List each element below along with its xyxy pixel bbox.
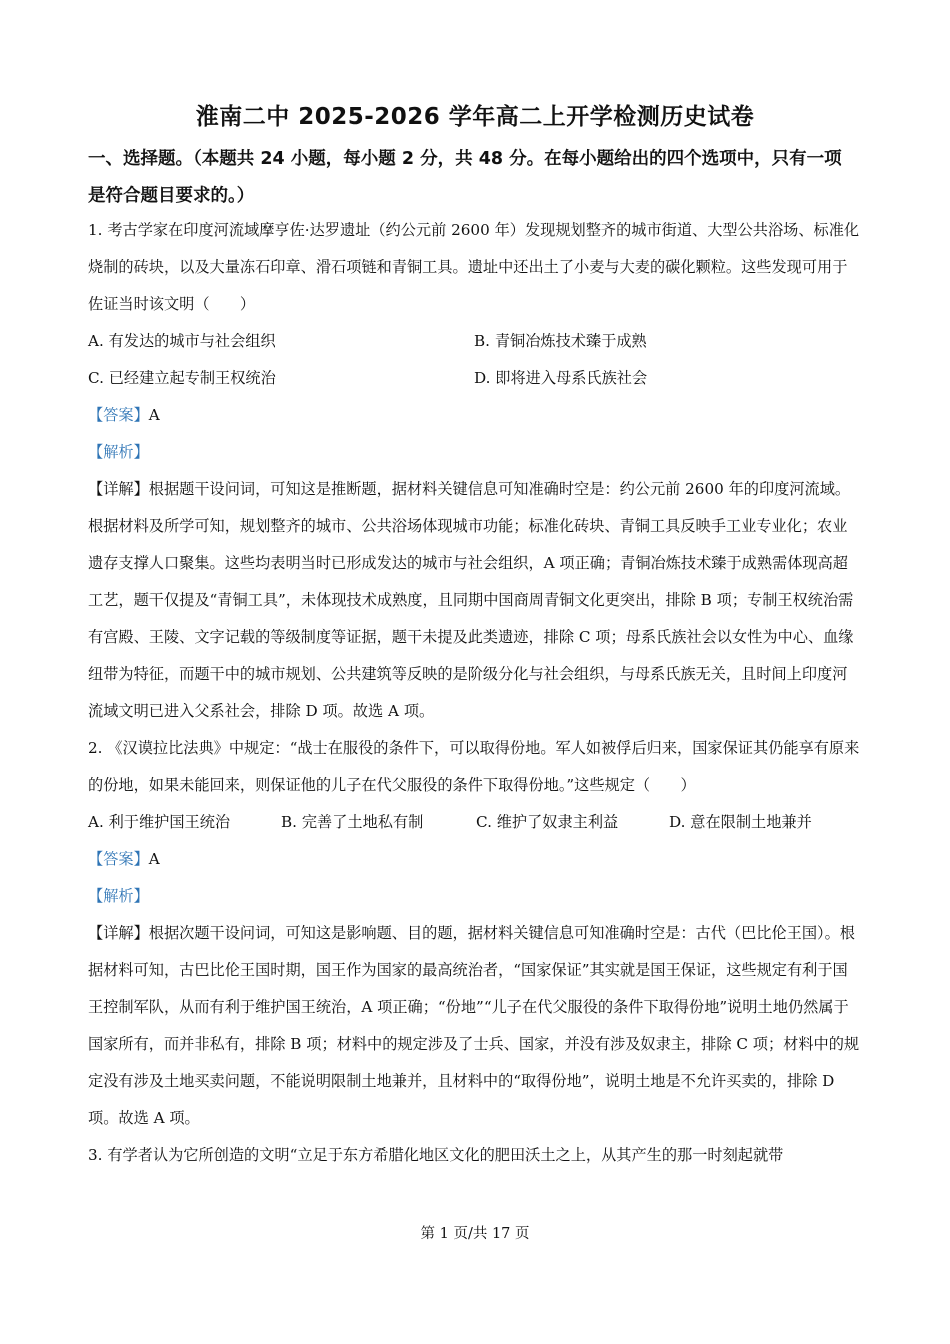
detail-text: 根据题干设问词，可知这是推断题，据材料关键信息可知准确时空是：约公元前 2600 年的印度河流域。根据材料及所学可知，规划整齐的城市、公共浴场体现城市功能；标准化砖块、青铜工具反映手工业专业化；农业遗存支撑人口聚集。这些均表明当时已形成发达的城市与社会组织，A 项正确；青铜冶炼技术臻于成熟需体现高超工艺，题干仅提及“青铜工具”，未体现技术成熟度，且同期中国商周青铜文化更突出，排除 B 项；专制王权统治需有宫殿、王陵、文字记载的等级制度等证据，题干未提及此类遗迹，排除 C 项；母系氏族社会以女性为中心、血缘纽带为特征，而题干中的城市规划、公共建筑等反映的是阶级分化与社会组织，与母系氏族无关，且时间上印度河流域文明已进入父系社会，排除 D 项。故选 A 项。	[88, 480, 854, 720]
question-1-answer	[88, 397, 860, 434]
question-2-option-b: B. 完善了土地私有制	[281, 813, 424, 831]
question-1-analysis	[88, 434, 860, 471]
detail-label: 【详解】	[88, 924, 149, 942]
analysis-label: 【解析】	[88, 443, 149, 461]
detail-label: 【详解】	[88, 480, 149, 498]
answer-label: 【答案】	[88, 850, 149, 868]
question-1-detail	[88, 471, 860, 730]
answer-value: A	[148, 406, 160, 424]
question-2-option-d: D. 意在限制土地兼并	[669, 813, 812, 831]
exam-title: 淮南二中 2025-2026 学年高二上开学检测历史试卷	[195, 104, 755, 130]
question-2-option-a: A. 利于维护国王统治	[88, 813, 231, 831]
question-1-option-a: A. 有发达的城市与社会组织	[88, 332, 276, 350]
question-1-options-row2	[88, 360, 860, 397]
detail-text: 根据次题干设问词，可知这是影响题、目的题，据材料关键信息可知准确时空是：古代（巴比伦王国）。根据材料可知，古巴比伦王国时期，国王作为国家的最高统治者，“国家保证”其实就是国王保证，这些规定有利于国王控制军队，从而有利于维护国王统治，A 项正确；“份地”“儿子在代父服役的条件下取得份地”说明土地仍然属于国家所有，而并非私有，排除 B 项；材料中的规定涉及了士兵、国家，并没有涉及奴隶主，排除 C 项；材料中的规定没有涉及土地买卖问题，不能说明限制土地兼并，且材料中的“取得份地”，说明土地是不允许买卖的，排除 D 项。故选 A 项。	[88, 924, 860, 1127]
question-2-options	[88, 804, 860, 841]
question-1-stem: 1. 考古学家在印度河流域摩亨佐·达罗遗址（约公元前 2600 年）发现规划整齐的城市街道、大型公共浴场、标准化烧制的砖块，以及大量冻石印章、滑石项链和青铜工具。遗址中还出土了小麦与大麦的碳化颗粒。这些发现可用于佐证当时该文明（ ）	[88, 221, 860, 313]
question-1-options	[88, 323, 860, 360]
question-3-stem: 3. 有学者认为它所创造的文明“立足于东方希腊化地区文化的肥田沃土之上，从其产生的那一时刻起就带	[88, 1146, 784, 1164]
section-heading: 一、选择题。（本题共 24 小题，每小题 2 分，共 48 分。在每小题给出的四个选项中，只有一项是符合题目要求的。）	[88, 149, 842, 206]
question-list	[88, 212, 860, 1174]
question-2-detail	[88, 915, 860, 1137]
page-number: 第 1 页/共 17 页	[420, 1226, 530, 1242]
question-1-option-b: B. 青铜冶炼技术臻于成熟	[474, 332, 647, 350]
question-2-option-c: C. 维护了奴隶主利益	[476, 813, 619, 831]
question-2-analysis	[88, 878, 860, 915]
question-2-answer	[88, 841, 860, 878]
question-1-option-d: D. 即将进入母系氏族社会	[474, 369, 648, 387]
question-1-option-c: C. 已经建立起专制王权统治	[88, 369, 276, 387]
analysis-label: 【解析】	[88, 887, 149, 905]
answer-label: 【答案】	[88, 406, 149, 424]
question-2-stem: 2. 《汉谟拉比法典》中规定：“战士在服役的条件下，可以取得份地。军人如被俘后归来，国家保证其仍能享有原来的份地，如果未能回来，则保证他的儿子在代父服役的条件下取得份地。”这些规定（ ）	[88, 739, 860, 794]
answer-value: A	[148, 850, 160, 868]
